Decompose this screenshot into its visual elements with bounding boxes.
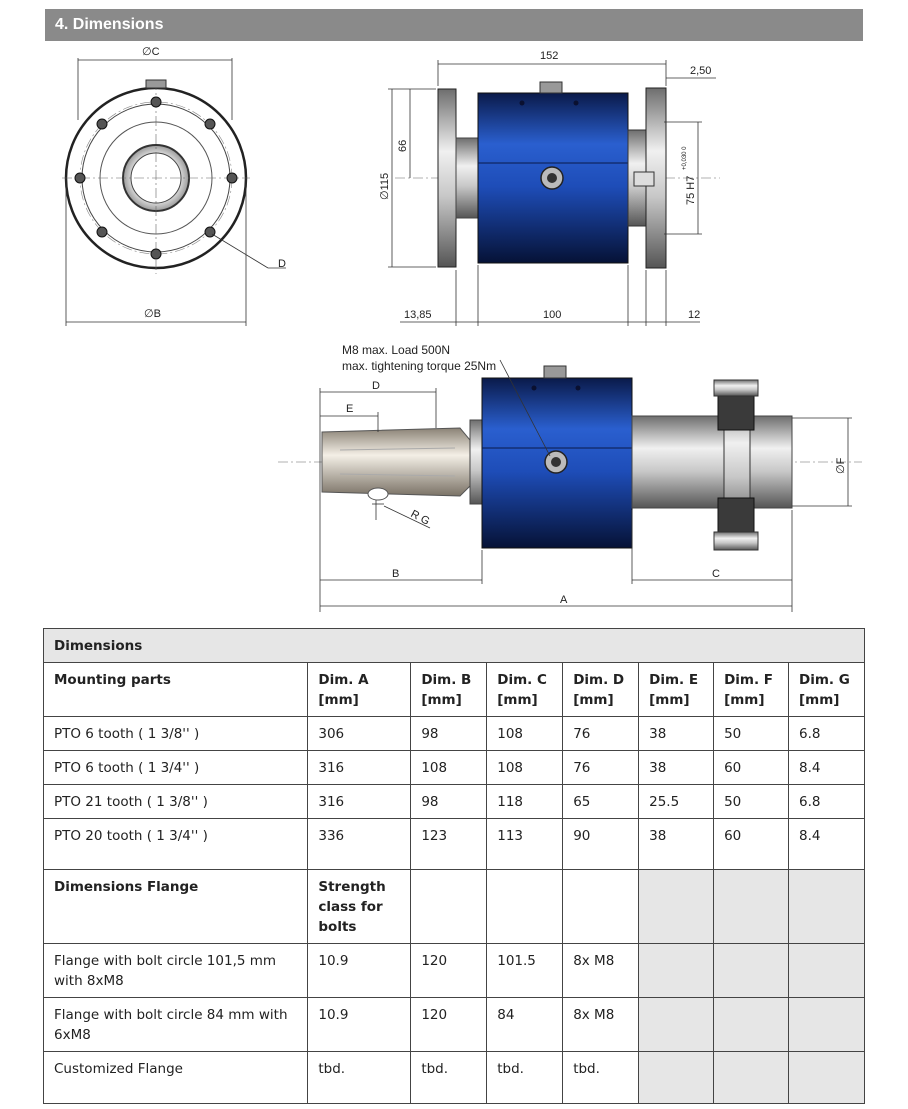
cell: tbd.: [563, 1052, 639, 1104]
table-row: [44, 717, 865, 751]
flange-header-row: [44, 870, 865, 944]
header-dimensions-flange: Dimensions Flange: [44, 870, 308, 944]
cell: tbd.: [487, 1052, 563, 1104]
assembly-view: [278, 343, 862, 612]
cell: 8x M8: [563, 998, 639, 1052]
dim-label-c: ∅C: [142, 46, 160, 58]
dim-115: ∅115: [379, 172, 391, 200]
cell: 8x M8: [563, 944, 639, 998]
cell: 38: [639, 717, 714, 751]
header-strength-class: Strength class for bolts: [308, 870, 411, 944]
cell: 101.5: [487, 944, 563, 998]
cell: 108: [487, 751, 563, 785]
dim-f: ∅F: [835, 457, 847, 474]
cell: 6.8: [789, 785, 865, 819]
cell: 76: [563, 717, 639, 751]
header-dim-b: Dim. B [mm]: [411, 663, 487, 717]
dim-a: A: [560, 594, 568, 606]
side-view: [379, 50, 720, 326]
cell: 38: [639, 819, 714, 870]
header-dim-c: Dim. C [mm]: [487, 663, 563, 717]
table-title: Dimensions: [44, 629, 865, 663]
cell: 120: [411, 998, 487, 1052]
cell: 108: [411, 751, 487, 785]
cell: 118: [487, 785, 563, 819]
dim-152: 152: [540, 50, 559, 62]
cell: 38: [639, 751, 714, 785]
note-torque: max. tightening torque 25Nm: [342, 359, 497, 373]
dim-100: 100: [543, 309, 562, 321]
cell: 60: [714, 751, 789, 785]
dim-1385: 13,85: [404, 309, 432, 321]
dimensions-table: [43, 628, 865, 1104]
table-title-row: [44, 629, 865, 663]
dim-h7: 75 H7: [685, 175, 697, 205]
cell: Flange with bolt circle 84 mm with 6xM8: [44, 998, 308, 1052]
dim-c-assembly: C: [712, 568, 720, 580]
table-header-row: [44, 663, 865, 717]
dim-label-b: ∅B: [144, 308, 161, 320]
cell: 84: [487, 998, 563, 1052]
cell: 8.4: [789, 751, 865, 785]
cell: 65: [563, 785, 639, 819]
cell: 316: [308, 751, 411, 785]
cell: 76: [563, 751, 639, 785]
table-row: [44, 751, 865, 785]
header-dim-e: Dim. E [mm]: [639, 663, 714, 717]
cell: Flange with bolt circle 101,5 mm with 8xM8: [44, 944, 308, 998]
cell: 90: [563, 819, 639, 870]
header-dim-d: Dim. D [mm]: [563, 663, 639, 717]
dim-d-assembly: D: [372, 380, 380, 392]
cell: PTO 20 tooth ( 1 3/4'' ): [44, 819, 308, 870]
flange-row: [44, 1052, 865, 1104]
cell: 50: [714, 785, 789, 819]
cell: 50: [714, 717, 789, 751]
dim-h7-tolerance: +0,030 0: [682, 146, 688, 170]
cell: 10.9: [308, 944, 411, 998]
cell: tbd.: [308, 1052, 411, 1104]
note-load: M8 max. Load 500N: [342, 343, 451, 357]
cell: 98: [411, 785, 487, 819]
dim-b-assembly: B: [392, 568, 400, 580]
cell: 123: [411, 819, 487, 870]
dim-250: 2,50: [690, 65, 712, 77]
dim-label-d-front: D: [278, 258, 286, 270]
cell: 6.8: [789, 717, 865, 751]
cell: 306: [308, 717, 411, 751]
header-dim-g: Dim. G [mm]: [789, 663, 865, 717]
cell: 108: [487, 717, 563, 751]
dim-e: E: [346, 403, 354, 415]
section-title: 4. Dimensions: [55, 16, 164, 33]
dim-12: 12: [688, 309, 701, 321]
flange-row: [44, 998, 865, 1052]
cell: PTO 6 tooth ( 1 3/8'' ): [44, 717, 308, 751]
cell: 8.4: [789, 819, 865, 870]
header-mounting-parts: Mounting parts: [44, 663, 308, 717]
cell: 98: [411, 717, 487, 751]
flange-row: [44, 944, 865, 998]
header-dim-f: Dim. F [mm]: [714, 663, 789, 717]
cell: 113: [487, 819, 563, 870]
cell: 25.5: [639, 785, 714, 819]
cell: 316: [308, 785, 411, 819]
table-row: [44, 785, 865, 819]
cell: Customized Flange: [44, 1052, 308, 1104]
cell: 10.9: [308, 998, 411, 1052]
cell: PTO 21 tooth ( 1 3/8'' ): [44, 785, 308, 819]
cell: 60: [714, 819, 789, 870]
cell: PTO 6 tooth ( 1 3/4'' ): [44, 751, 308, 785]
cell: tbd.: [411, 1052, 487, 1104]
dim-rg: R G: [408, 508, 432, 528]
table-row: [44, 819, 865, 870]
dim-66: 66: [397, 139, 409, 152]
header-dim-a: Dim. A [mm]: [308, 663, 411, 717]
cell: 120: [411, 944, 487, 998]
front-view: [62, 46, 286, 326]
cell: 336: [308, 819, 411, 870]
